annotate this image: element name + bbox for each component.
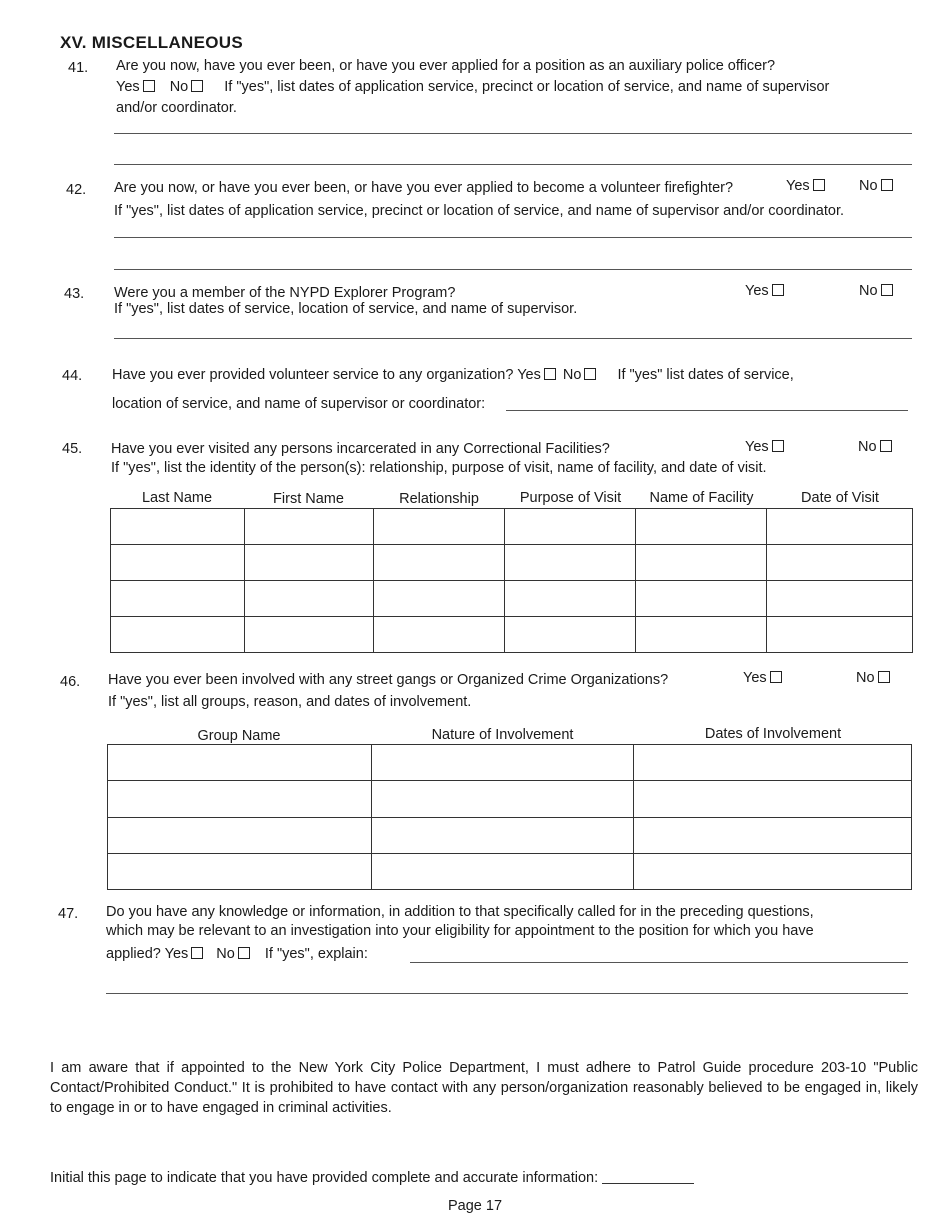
table-row [111, 509, 913, 545]
q41-number: 41. [68, 60, 89, 76]
table-cell[interactable] [767, 581, 913, 617]
q46-col-nature: Nature of Involvement [431, 727, 574, 743]
q42-no-label: No [859, 178, 878, 194]
table-cell[interactable] [111, 545, 245, 581]
table-cell[interactable] [373, 545, 505, 581]
table-row [108, 817, 912, 853]
q45-col-facility: Name of Facility [649, 490, 754, 506]
table-row [108, 781, 912, 817]
q47-answer-line-1[interactable] [410, 962, 908, 963]
table-cell[interactable] [505, 581, 636, 617]
table-cell[interactable] [244, 581, 373, 617]
q47-no-checkbox[interactable] [238, 947, 250, 959]
q42-yes-option [786, 178, 828, 194]
q41-answer-line-1[interactable] [114, 133, 912, 134]
q45-yes-option [745, 439, 787, 455]
table-cell[interactable] [634, 745, 912, 781]
q43-no-label: No [859, 283, 878, 299]
q41-no-label: No [169, 79, 189, 95]
q42-number: 42. [66, 182, 87, 198]
q43-yes-label: Yes [745, 283, 769, 299]
table-cell[interactable] [505, 509, 636, 545]
table-cell[interactable] [108, 745, 372, 781]
q46-no-label: No [856, 670, 875, 686]
table-cell[interactable] [767, 545, 913, 581]
q45-number: 45. [62, 441, 83, 457]
table-cell[interactable] [111, 509, 245, 545]
q47-text: Do you have any knowledge or information, in addition to that specifically called for in the preceding questions, [106, 904, 814, 920]
initial-prompt: Initial this page to indicate that you have provided complete and accurate information: [50, 1170, 599, 1186]
q46-yes-checkbox[interactable] [770, 671, 782, 683]
table-cell[interactable] [108, 817, 372, 853]
table-cell[interactable] [634, 781, 912, 817]
q41-text: Are you now, have you ever been, or have you ever applied for a position as an auxiliary police officer? [116, 58, 776, 74]
q42-answer-line-1[interactable] [114, 237, 912, 238]
q43-text: Were you a member of the NYPD Explorer Program? [114, 285, 456, 301]
q44-no-checkbox[interactable] [584, 368, 596, 380]
q42-no-option [859, 178, 896, 194]
q47-text-end: applied? [106, 946, 161, 962]
table-cell[interactable] [108, 781, 372, 817]
table-cell[interactable] [373, 509, 505, 545]
q47-number: 47. [58, 906, 79, 922]
q46-number: 46. [60, 674, 81, 690]
q47-line3 [106, 946, 368, 962]
table-cell[interactable] [371, 817, 634, 853]
q45-col-relationship: Relationship [399, 491, 479, 507]
q45-instructions: If "yes", list the identity of the person(s): relationship, purpose of visit, name of facility, and date of visit. [111, 460, 767, 476]
q47-yes-label: Yes [164, 946, 189, 962]
q45-yes-checkbox[interactable] [772, 440, 784, 452]
q43-number: 43. [64, 286, 85, 302]
q41-options [116, 79, 829, 95]
q43-no-checkbox[interactable] [881, 284, 893, 296]
q44-yes-checkbox[interactable] [544, 368, 556, 380]
table-cell[interactable] [244, 545, 373, 581]
table-cell[interactable] [634, 853, 912, 889]
initial-field[interactable] [602, 1183, 694, 1184]
q41-yes-label: Yes [116, 79, 140, 95]
q46-no-checkbox[interactable] [878, 671, 890, 683]
table-cell[interactable] [767, 617, 913, 653]
q41-yes-checkbox[interactable] [143, 80, 155, 92]
q47-answer-line-2[interactable] [106, 993, 908, 994]
q41-instructions-cont: and/or coordinator. [116, 100, 237, 116]
q46-text: Have you ever been involved with any street gangs or Organized Crime Organizations? [108, 672, 669, 688]
q44-line1 [112, 367, 794, 383]
q44-yes-label: Yes [517, 367, 541, 383]
q46-col-dates: Dates of Involvement [704, 726, 842, 742]
table-row [108, 853, 912, 889]
q46-no-option [856, 670, 893, 686]
table-cell[interactable] [371, 781, 634, 817]
table-row [111, 581, 913, 617]
table-cell[interactable] [505, 617, 636, 653]
q43-instructions: If "yes", list dates of service, location of service, and name of supervisor. [114, 301, 578, 317]
page-number: Page 17 [447, 1198, 503, 1214]
table-cell[interactable] [373, 617, 505, 653]
q45-no-label: No [858, 439, 877, 455]
table-cell[interactable] [636, 509, 767, 545]
table-cell[interactable] [636, 581, 767, 617]
table-row [108, 745, 912, 781]
table-cell[interactable] [244, 617, 373, 653]
q41-no-checkbox[interactable] [191, 80, 203, 92]
table-row [111, 617, 913, 653]
q43-yes-checkbox[interactable] [772, 284, 784, 296]
initial-row [50, 1170, 694, 1186]
q46-yes-option [743, 670, 785, 686]
q44-instructions-cont: location of service, and name of supervisor or coordinator: [112, 396, 486, 412]
q43-answer-line[interactable] [114, 338, 912, 339]
q45-col-last-name: Last Name [141, 490, 213, 506]
section-title: XV. MISCELLANEOUS [60, 33, 244, 52]
conduct-statement: I am aware that if appointed to the New York City Police Department, I must adhere to Patrol Guide procedure 203-10 "Public Contact/Prohibited Conduct." It is prohibited to have contact with any person/organization reasonably believed to be engaged in, likely to engage in or to have engaged in criminal activities. [50, 1060, 918, 1116]
q47-text-cont: which may be relevant to an investigation into your eligibility for appointment to the position for which you have [106, 923, 814, 939]
table-cell[interactable] [108, 853, 372, 889]
q45-table [110, 508, 913, 653]
table-cell[interactable] [634, 817, 912, 853]
q45-yes-label: Yes [745, 439, 769, 455]
q45-text: Have you ever visited any persons incarcerated in any Correctional Facilities? [111, 441, 610, 457]
q44-answer-line[interactable] [506, 410, 908, 411]
q41-instructions: If "yes", list dates of application service, precinct or location of service, and name of supervisor [224, 79, 830, 95]
table-cell[interactable] [767, 509, 913, 545]
q45-no-checkbox[interactable] [880, 440, 892, 452]
table-cell[interactable] [505, 545, 636, 581]
q45-col-first-name: First Name [273, 491, 344, 507]
table-cell[interactable] [111, 581, 245, 617]
table-cell[interactable] [373, 581, 505, 617]
table-cell[interactable] [371, 853, 634, 889]
q41-answer-line-2[interactable] [114, 164, 912, 165]
q43-no-option [859, 283, 896, 299]
table-row [111, 545, 913, 581]
q47-no-label: No [216, 946, 235, 962]
q42-yes-label: Yes [786, 178, 810, 194]
q46-yes-label: Yes [743, 670, 767, 686]
table-cell[interactable] [371, 745, 634, 781]
q46-instructions: If "yes", list all groups, reason, and dates of involvement. [108, 694, 472, 710]
table-cell[interactable] [111, 617, 245, 653]
q44-no-label: No [562, 367, 582, 383]
q47-yes-checkbox[interactable] [191, 947, 203, 959]
q44-instructions: If "yes" list dates of service, [617, 367, 794, 383]
q45-col-date: Date of Visit [801, 490, 879, 506]
table-cell[interactable] [636, 545, 767, 581]
q42-text: Are you now, or have you ever been, or have you ever applied to become a volunteer firefighter? [114, 180, 734, 196]
q42-answer-line-2[interactable] [114, 269, 912, 270]
q47-instructions: If "yes", explain: [264, 946, 368, 962]
table-cell[interactable] [244, 509, 373, 545]
q44-text: Have you ever provided volunteer service to any organization? [112, 367, 514, 383]
q46-col-group: Group Name [197, 728, 281, 744]
q42-instructions: If "yes", list dates of application service, precinct or location of service, and name of supervisor and/or coordinator. [114, 203, 845, 219]
q46-table [107, 744, 912, 890]
q45-no-option [858, 439, 895, 455]
table-cell[interactable] [636, 617, 767, 653]
q43-yes-option [745, 283, 787, 299]
q42-no-checkbox[interactable] [881, 179, 893, 191]
q44-number: 44. [62, 368, 83, 384]
q42-yes-checkbox[interactable] [813, 179, 825, 191]
q45-col-purpose: Purpose of Visit [519, 490, 622, 506]
